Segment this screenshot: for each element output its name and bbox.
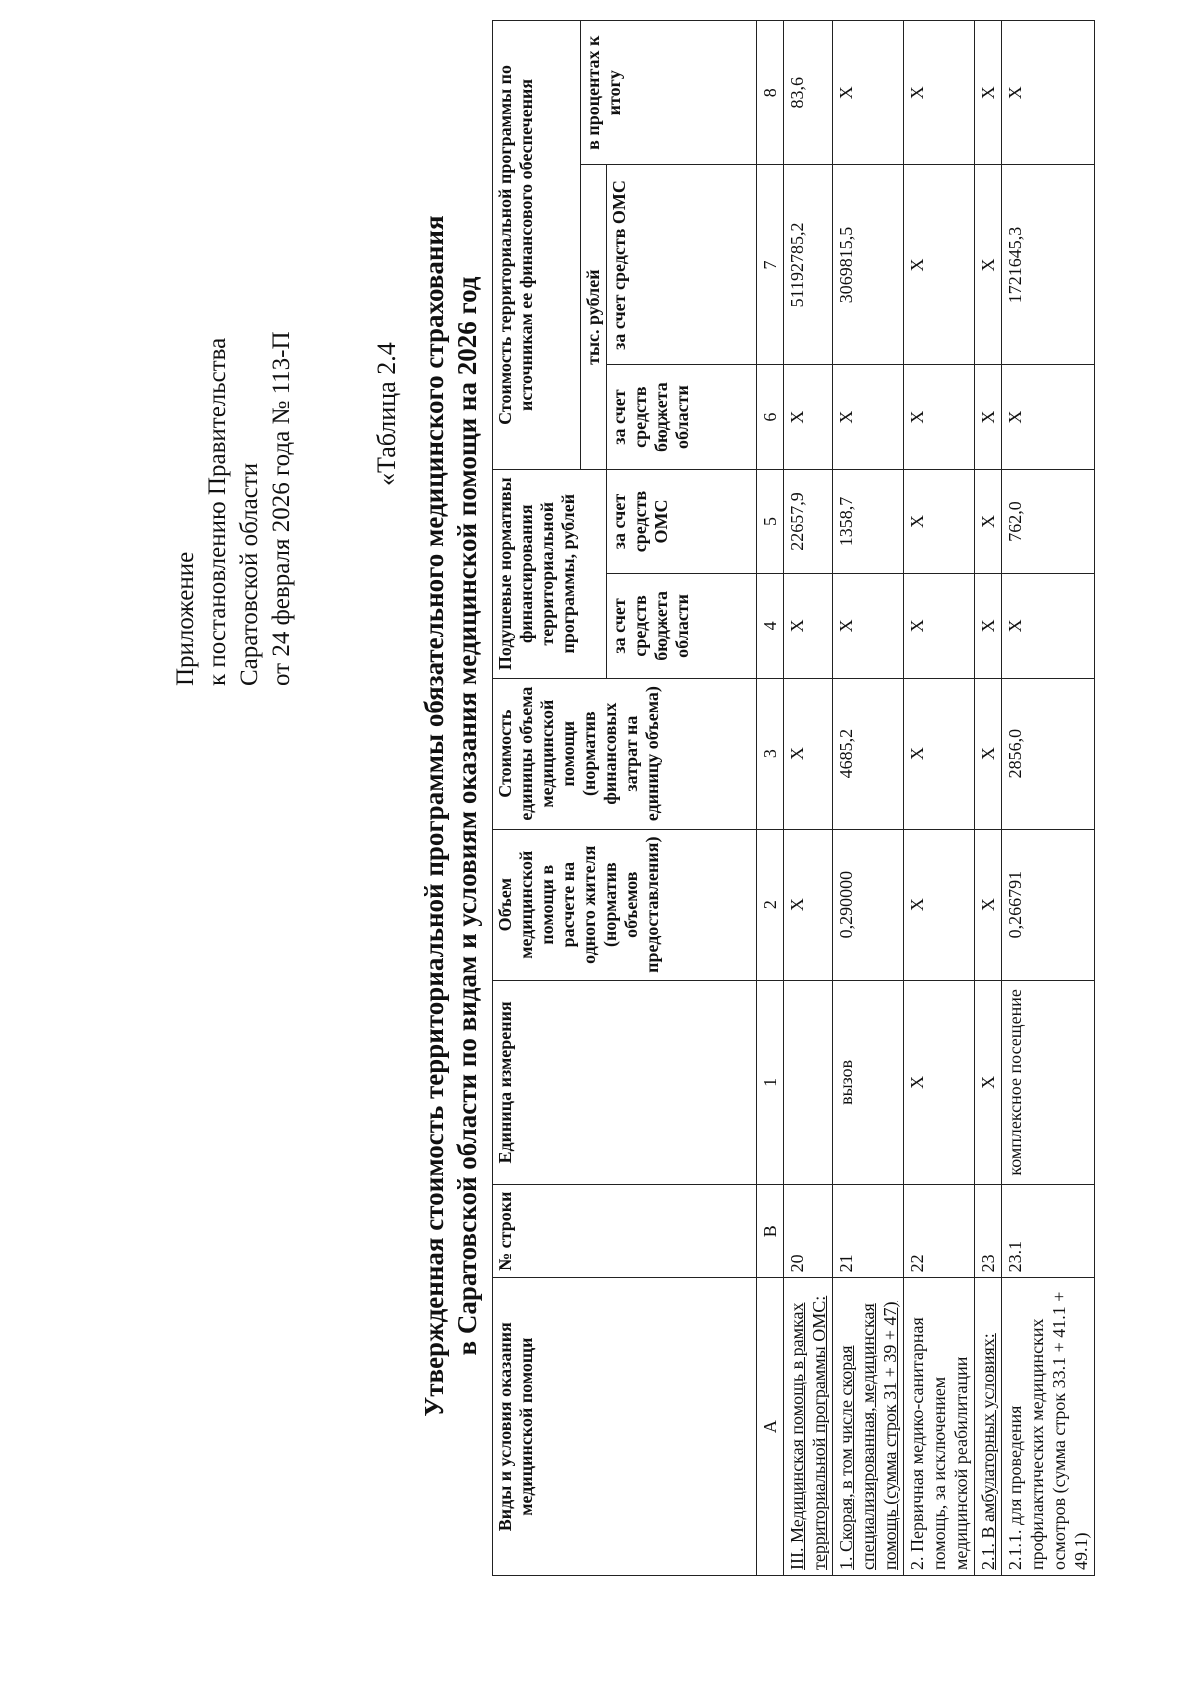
- row-percent: 83,6: [784, 21, 833, 165]
- numbering-cell: 8: [757, 21, 784, 165]
- row-unit-cost: Х: [904, 678, 975, 829]
- row-volume: Х: [904, 829, 975, 980]
- table-number: «Таблица 2.4: [372, 342, 401, 486]
- document-title: [418, 86, 484, 1546]
- table-row: [784, 21, 833, 1576]
- numbering-row: [757, 21, 784, 1576]
- row-cost-budget: Х: [975, 365, 1002, 469]
- appendix-block: [170, 331, 298, 686]
- appendix-line-1: Приложение: [172, 551, 199, 686]
- numbering-cell: 5: [757, 469, 784, 573]
- row-per-capita-oms: 1358,7: [833, 469, 904, 573]
- table-row: [904, 21, 975, 1576]
- row-number: 23: [975, 1185, 1002, 1278]
- numbering-cell: 4: [757, 574, 784, 678]
- header-col-8: в процентах к итогу: [581, 21, 757, 165]
- header-col-2: Объем медицинской помощи в расчете на одного жителя (норматив объемов предоставления): [493, 829, 757, 980]
- table-row: [975, 21, 1002, 1576]
- row-unit: вызов: [833, 980, 904, 1184]
- row-unit-cost: 4685,2: [833, 678, 904, 829]
- row-cost-oms: Х: [975, 165, 1002, 365]
- row-cost-oms: 1721645,3: [1002, 165, 1095, 365]
- row-volume: 0,266791: [1002, 829, 1095, 980]
- row-unit: Х: [904, 980, 975, 1184]
- title-line-1: Утвержденная стоимость территориальной программы обязательного медицинского страхования: [419, 215, 449, 1417]
- numbering-cell: В: [757, 1185, 784, 1278]
- row-cost-oms: 3069815,5: [833, 165, 904, 365]
- row-per-capita-budget: Х: [1002, 574, 1095, 678]
- numbering-cell: 7: [757, 165, 784, 365]
- row-label: 2.1.1. для проведения профилактических медицинских осмотров (сумма строк 33.1 + 41.1 + 49.1): [1002, 1278, 1095, 1576]
- numbering-cell: 3: [757, 678, 784, 829]
- numbering-cell: 6: [757, 365, 784, 469]
- cost-table: [492, 20, 1095, 1576]
- row-unit-cost: Х: [975, 678, 1002, 829]
- row-percent: Х: [904, 21, 975, 165]
- header-col-1: Единица измерения: [493, 980, 757, 1184]
- header-sub-thousand-rub: тыс. рублей: [581, 165, 607, 469]
- row-cost-budget: Х: [784, 365, 833, 469]
- row-label: 2.1. В амбулаторных условиях:: [975, 1278, 1002, 1576]
- table-row: [1002, 21, 1095, 1576]
- header-group-cost: Стоимость территориальной программы по источникам ее финансового обеспечения: [493, 21, 581, 470]
- row-number: 23.1: [1002, 1185, 1095, 1278]
- row-per-capita-budget: Х: [975, 574, 1002, 678]
- row-unit: [784, 980, 833, 1184]
- row-cost-budget: Х: [904, 365, 975, 469]
- row-unit-cost: 2856,0: [1002, 678, 1095, 829]
- header-col-4: за счет средств бюджета области: [607, 574, 757, 678]
- appendix-line-3: Саратовской области: [236, 462, 263, 686]
- header-col-5: за счет средств ОМС: [607, 469, 757, 573]
- row-per-capita-budget: Х: [833, 574, 904, 678]
- row-per-capita-oms: 762,0: [1002, 469, 1095, 573]
- title-line-2: в Саратовской области по видам и условиям оказания медицинской помощи на 2026 год: [452, 276, 482, 1356]
- row-unit: комплексное посещение: [1002, 980, 1095, 1184]
- appendix-line-4: от 24 февраля 2026 года № 113-П: [268, 331, 295, 686]
- numbering-cell: 2: [757, 829, 784, 980]
- row-number: 21: [833, 1185, 904, 1278]
- row-percent: Х: [975, 21, 1002, 165]
- row-per-capita-oms: Х: [904, 469, 975, 573]
- row-cost-oms: Х: [904, 165, 975, 365]
- row-per-capita-budget: Х: [784, 574, 833, 678]
- row-number: 22: [904, 1185, 975, 1278]
- row-label: III. Медицинская помощь в рамках территориальной программы ОМС:: [784, 1278, 833, 1576]
- appendix-line-2: к постановлению Правительства: [204, 337, 231, 686]
- numbering-cell: 1: [757, 980, 784, 1184]
- row-cost-budget: Х: [833, 365, 904, 469]
- table-row: [833, 21, 904, 1576]
- row-cost-oms: 51192785,2: [784, 165, 833, 365]
- row-percent: Х: [1002, 21, 1095, 165]
- row-volume: 0,290000: [833, 829, 904, 980]
- header-col-a: Виды и условия оказания медицинской помощи: [493, 1278, 757, 1576]
- row-unit: Х: [975, 980, 1002, 1184]
- row-percent: Х: [833, 21, 904, 165]
- row-cost-budget: Х: [1002, 365, 1095, 469]
- header-col-6: за счет средств бюджета области: [607, 365, 757, 469]
- row-volume: Х: [975, 829, 1002, 980]
- header-col-b: № строки: [493, 1185, 757, 1278]
- row-per-capita-budget: Х: [904, 574, 975, 678]
- row-per-capita-oms: 22657,9: [784, 469, 833, 573]
- row-label: 1. Скорая, в том числе скорая специализированная, медицинская помощь (сумма строк 31 + 39 + 47): [833, 1278, 904, 1576]
- row-number: 20: [784, 1185, 833, 1278]
- header-col-3: Стоимость единицы объема медицинской помощи (норматив финансовых затрат на единицу объема): [493, 678, 757, 829]
- row-volume: Х: [784, 829, 833, 980]
- row-label: 2. Первичная медико-санитарная помощь, за исключением медицинской реабилитации: [904, 1278, 975, 1576]
- row-per-capita-oms: Х: [975, 469, 1002, 573]
- row-unit-cost: Х: [784, 678, 833, 829]
- numbering-cell: А: [757, 1278, 784, 1576]
- header-group-per-capita: Подушевые нормативы финансирования территориальной программы, рублей: [493, 469, 607, 678]
- header-col-7: за счет средств ОМС: [607, 165, 757, 365]
